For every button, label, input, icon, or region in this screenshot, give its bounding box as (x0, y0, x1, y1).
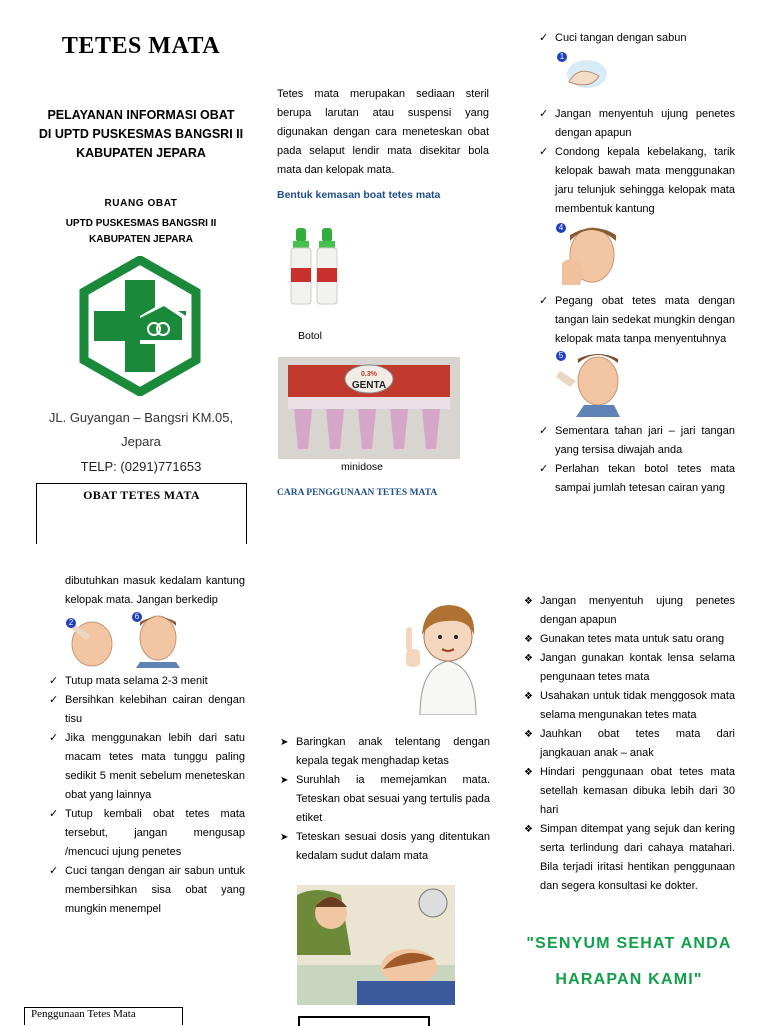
close-eye-image (132, 612, 184, 668)
child-steps-list (280, 733, 490, 866)
list-item: ➤ Suruhlah ia memejamkan mata. Teteskan obat sesuai yang tertulis pada etiket (280, 771, 490, 828)
tips-section (524, 592, 735, 896)
ruang-obat-label: RUANG OBAT (104, 198, 178, 209)
apply-drop-image (554, 351, 626, 417)
minidose-caption: minidose (341, 461, 384, 473)
list-item: ✓ Tutup kembali obat tetes mata tersebut, jangan mengusap /mencuci ujung penetes (49, 805, 245, 862)
step-badge: 1 (557, 52, 567, 62)
list-item: ✓ Jika menggunakan lebih dari satu macam tetes mata tunggu paling sedikit 5 menit sebelum meneteskan obat yang lainnya (49, 729, 245, 805)
minidose-label: GENTA (351, 380, 387, 391)
slogan-line-2: HARAPAN KAMI" (555, 971, 703, 988)
list-item: ✓ Bersihkan kelebihan cairan dengan tisu (49, 691, 245, 729)
list-item: ❖ Jauhkan obat tetes mata dari jangkauan anak – anak (524, 725, 735, 763)
list-item: ❖ Jangan menyentuh ujung penetes dengan apapun (524, 592, 735, 630)
step-badge: 5 (556, 351, 566, 361)
cover-label-text: OBAT TETES MATA (83, 488, 200, 502)
slogan-line-1: "SENYUM SEHAT ANDA (526, 935, 732, 952)
step-badge: 6 (132, 612, 142, 622)
list-item: ✓ Cuci tangan dengan air sabun untuk membersihkan sisa obat yang mungkin menempel (49, 862, 245, 919)
list-item: ✓ Perlahan tekan botol tetes mata sampai jumlah tetesan cairan yang (539, 460, 735, 498)
list-item: ❖ Jangan gunakan kontak lensa selama pengunaan tetes mata (524, 649, 735, 687)
organization-name: UPTD PUSKESMAS BANGSRI II KABUPATEN JEPARA (65, 218, 217, 245)
usage-steps-hold (539, 292, 735, 349)
minidose-percent: 0.3% (361, 371, 377, 378)
list-item: ✓ Jangan menyentuh ujung penetes dengan apapun (539, 105, 735, 143)
usage-list-4 (539, 422, 735, 498)
eye-drop-bottles-image (288, 228, 348, 306)
bottle-caption: Botol (298, 330, 322, 342)
list-item: ✓ Tutup mata selama 2-3 menit (49, 672, 245, 691)
after-use-list (49, 672, 245, 919)
list-item: ❖ Simpan ditempat yang sejuk dan kering serta terlindung dari cahaya matahari. Bila terjadi iritasi hentikan penggunaan dan segera konsultasi ke dokter. (524, 820, 735, 896)
list-item: ❖ Gunakan tetes mata untuk satu orang (524, 630, 735, 649)
list-item: ➤ Baringkan anak telentang dengan kepala tegak menghadap ketas (280, 733, 490, 771)
usage-list-2 (539, 105, 735, 219)
child-steps (280, 733, 490, 866)
brochure-title: TETES MATA (61, 33, 221, 59)
footer-label-box: Penggunaan Tetes Mata (24, 1007, 183, 1025)
step-badge: 4 (556, 223, 566, 233)
list-item: ❖ Hindari penggunaan obat tetes mata setellah kemasan dibuka lebih dari 30 hari (524, 763, 735, 820)
usage-steps-press (539, 422, 735, 498)
list-item: ✓ Condong kepala kebelakang, tarik kelopak bawah mata menggunakan jaru telunjuk sehingga kelopak mata membentuk kantung (539, 143, 735, 219)
usage-list-1 (539, 29, 735, 48)
usage-heading: CARA PENGGUNAAN TETES MATA (277, 488, 438, 498)
service-heading: PELAYANAN INFORMASI OBAT DI UPTD PUSKESMAS BANGSRI II KABUPATEN JEPARA (38, 108, 244, 160)
continuation-text: dibutuhkan masuk kedalam kantung kelopak mata. Jangan berkedip (65, 575, 245, 606)
footer-frame (298, 1016, 430, 1026)
usage-steps-mid (539, 105, 735, 219)
list-item: ➤ Teteskan sesuai dosis yang ditentukan kedalam sudut dalam mata (280, 828, 490, 866)
tips-list (524, 592, 735, 896)
drop-step-image (66, 614, 114, 668)
step-badge: 2 (66, 618, 76, 628)
cover-label-box (36, 483, 247, 544)
puskesmas-logo (78, 256, 202, 396)
doctor-illustration (400, 597, 490, 715)
after-use-steps (49, 672, 245, 919)
list-item: ❖ Usahakan untuk tidak menggosok mata selama mengunakan tetes mata (524, 687, 735, 725)
list-item: ✓ Sementara tahan jari – jari tangan yang tersisa diwajah anda (539, 422, 735, 460)
list-item: ✓ Cuci tangan dengan sabun (539, 29, 735, 48)
phone-number: TELP: (0291)771653 (80, 459, 202, 474)
handwash-image (555, 52, 609, 100)
child-eye-drop-illustration (297, 885, 455, 1005)
intro-paragraph: Tetes mata merupakan sediaan steril berupa larutan atau suspensi yang digunakan dengan cara meneteskan obat pada selaput lendir mata disekitar bola mata dan kelopak mata. (277, 88, 489, 176)
tilt-head-image (554, 223, 618, 285)
address: JL. Guyangan – Bangsri KM.05, Jepara (48, 410, 234, 449)
usage-steps-top (539, 29, 735, 48)
usage-list-3 (539, 292, 735, 349)
list-item: ✓ Pegang obat tetes mata dengan tangan lain sedekat mungkin dengan kelopak mata tanpa menyentuhnya (539, 292, 735, 349)
packaging-heading: Bentuk kemasan boat tetes mata (277, 189, 441, 201)
